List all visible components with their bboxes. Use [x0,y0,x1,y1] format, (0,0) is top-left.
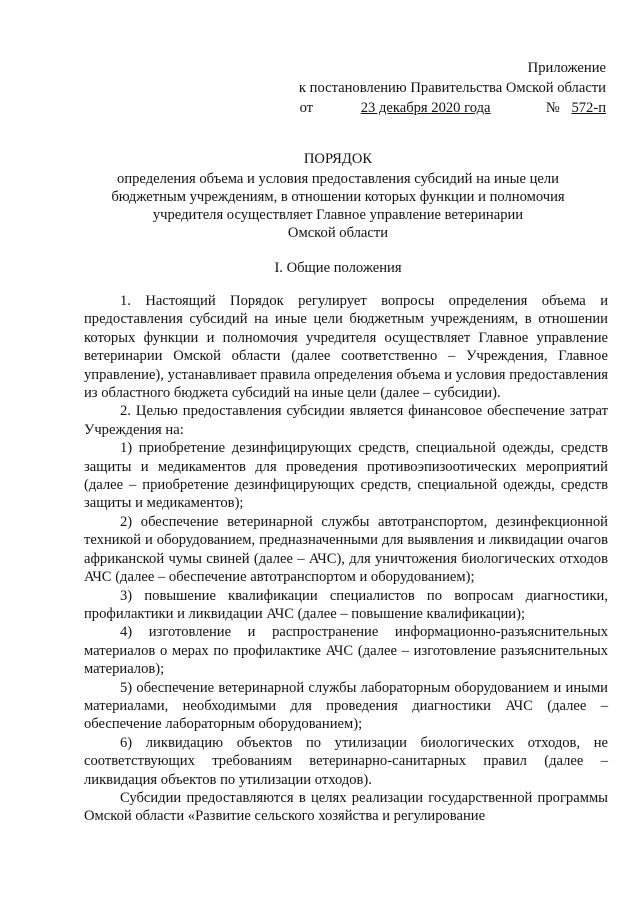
body-text [84,292,608,826]
paragraph: 2) обеспечение ветеринарной службы автотранспортом, дезинфекционной техникой и оборудованием, предназначенными для выявления и ликвидации очагов африканской чумы свиней (далее – АЧС), для уничтожения биологических отходов АЧС (далее – обеспечение автотранспортом и оборудованием); [84,513,608,586]
paragraph: 1. Настоящий Порядок регулирует вопросы определения объема и предоставления субсидий на иные цели бюджетным учреждениям, в отношении которых функции и полномочия учредителя осуществляет Главное управление ветеринарии Омской области (далее соответственно – Учреждения, Главное управление), устанавливает правила определения объема и условия предоставления из областного бюджета субсидий на иные цели (далее – субсидии). [84,293,608,402]
title-line-2: бюджетным учреждениям, в отношении которых функции и полномочия [111,189,565,205]
appendix-from: от [299,100,314,116]
appendix-resolution: к постановлению Правительства Омской области [298,80,606,96]
paragraph: 5) обеспечение ветеринарной службы лабораторным оборудованием и иными материалами, необходимыми для проведения диагностики АЧС (далее – обеспечение лабораторным оборудованием); [84,679,608,733]
paragraph: 6) ликвидацию объектов по утилизации биологических отходов, не соответствующих требованиям ветеринарно-санитарных правил (далее – ликвидация объектов по утилизации отходов). [84,734,608,788]
paragraph: 2. Целью предоставления субсидии является финансовое обеспечение затрат Учреждения на: [84,403,608,438]
title-line-1: определения объема и условия предоставления субсидий на иные цели [117,171,559,187]
paragraph: 1) приобретение дезинфицирующих средств, специальной одежды, средств защиты и медикаментов для проведения противоэпизоотических мероприятий (далее – приобретение дезинфицирующих средств, специальной одежды, средств защиты и медикаментов); [84,440,608,512]
appendix-label: Приложение [527,60,606,76]
paragraph: 4) изготовление и распространение информационно-разъяснительных материалов о мерах по профилактике АЧС (далее – изготовление разъяснительных материалов); [84,624,608,678]
title-heading: ПОРЯДОК [303,151,373,167]
appendix-number-sign: № [545,100,560,116]
title-line-4: Омской области [287,225,389,241]
title-line-3: учредителя осуществляет Главное управление ветеринарии [152,207,524,223]
document-title [78,150,598,242]
paragraph: 3) повышение квалификации специалистов по вопросам диагностики, профилактики и ликвидации АЧС (далее – повышение квалификации); [84,587,608,622]
appendix-header [246,58,606,118]
appendix-date: 23 декабря 2020 года [360,100,491,116]
section-title: I. Общие положения [274,260,402,276]
paragraph: Субсидии предоставляются в целях реализации государственной программы Омской области «Развитие сельского хозяйства и регулирование [84,789,608,825]
appendix-date-line [246,98,606,118]
appendix-number: 572-п [571,100,606,116]
